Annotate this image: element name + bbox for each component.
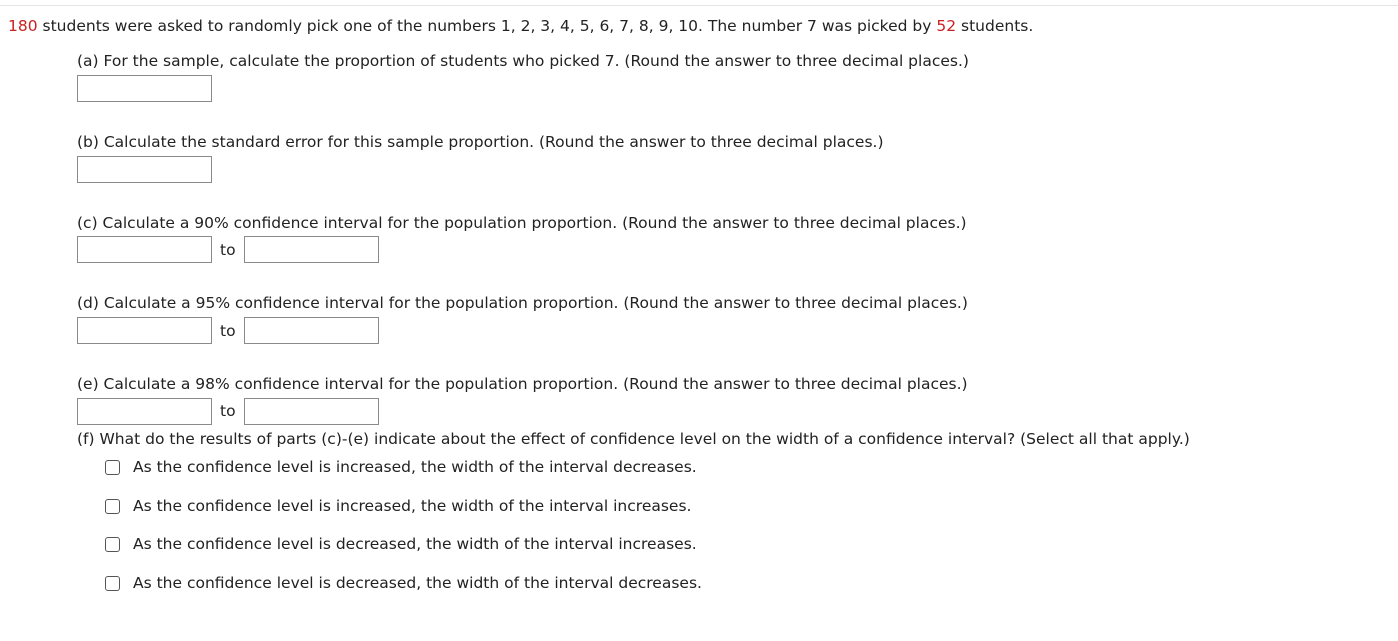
part-e-upper-input[interactable] xyxy=(244,398,379,425)
part-a-prompt: (a) For the sample, calculate the proportion of students who picked 7. (Round the answer to three decimal places.) xyxy=(77,52,969,70)
statement-text-1: students were asked to randomly pick one of the numbers 1, 2, 3, 4, 5, 6, 7, 8, 9, 10. The number 7 was picked by xyxy=(37,17,937,35)
option-label: As the confidence level is decreased, the width of the interval increases. xyxy=(133,535,697,553)
part-c-upper-input[interactable] xyxy=(244,236,379,263)
part-c-prompt: (c) Calculate a 90% confidence interval for the population proportion. (Round the answer to three decimal places.) xyxy=(77,214,967,232)
part-f-option-2[interactable] xyxy=(105,495,691,517)
part-e-to-label: to xyxy=(220,402,236,420)
part-f-option-4[interactable] xyxy=(105,572,702,594)
student-count: 180 xyxy=(8,17,38,35)
part-d-lower-input[interactable] xyxy=(77,317,212,344)
part-a-proportion-input[interactable] xyxy=(77,75,212,102)
part-d-upper-input[interactable] xyxy=(244,317,379,344)
statement-text-2: students. xyxy=(956,17,1034,35)
part-e-lower-input[interactable] xyxy=(77,398,212,425)
checkbox[interactable] xyxy=(105,460,120,475)
part-b-standard-error-input[interactable] xyxy=(77,156,212,183)
part-f-prompt: (f) What do the results of parts (c)-(e) indicate about the effect of confidence level on the width of a confidence interval? (Select all that apply.) xyxy=(77,430,1190,448)
picked-count: 52 xyxy=(936,17,957,35)
checkbox[interactable] xyxy=(105,537,120,552)
top-divider xyxy=(0,5,1398,6)
part-f-option-3[interactable] xyxy=(105,533,697,555)
part-c-to-label: to xyxy=(220,241,236,259)
problem-statement xyxy=(8,16,1033,36)
part-d-prompt: (d) Calculate a 95% confidence interval for the population proportion. (Round the answer to three decimal places.) xyxy=(77,294,968,312)
part-b-prompt: (b) Calculate the standard error for this sample proportion. (Round the answer to three decimal places.) xyxy=(77,133,884,151)
option-label: As the confidence level is increased, the width of the interval decreases. xyxy=(133,458,697,476)
part-d-to-label: to xyxy=(220,322,236,340)
option-label: As the confidence level is increased, the width of the interval increases. xyxy=(133,497,692,515)
part-e-prompt: (e) Calculate a 98% confidence interval for the population proportion. (Round the answer to three decimal places.) xyxy=(77,375,968,393)
option-label: As the confidence level is decreased, the width of the interval decreases. xyxy=(133,574,702,592)
part-c-lower-input[interactable] xyxy=(77,236,212,263)
checkbox[interactable] xyxy=(105,499,120,514)
part-f-option-1[interactable] xyxy=(105,456,697,478)
checkbox[interactable] xyxy=(105,576,120,591)
